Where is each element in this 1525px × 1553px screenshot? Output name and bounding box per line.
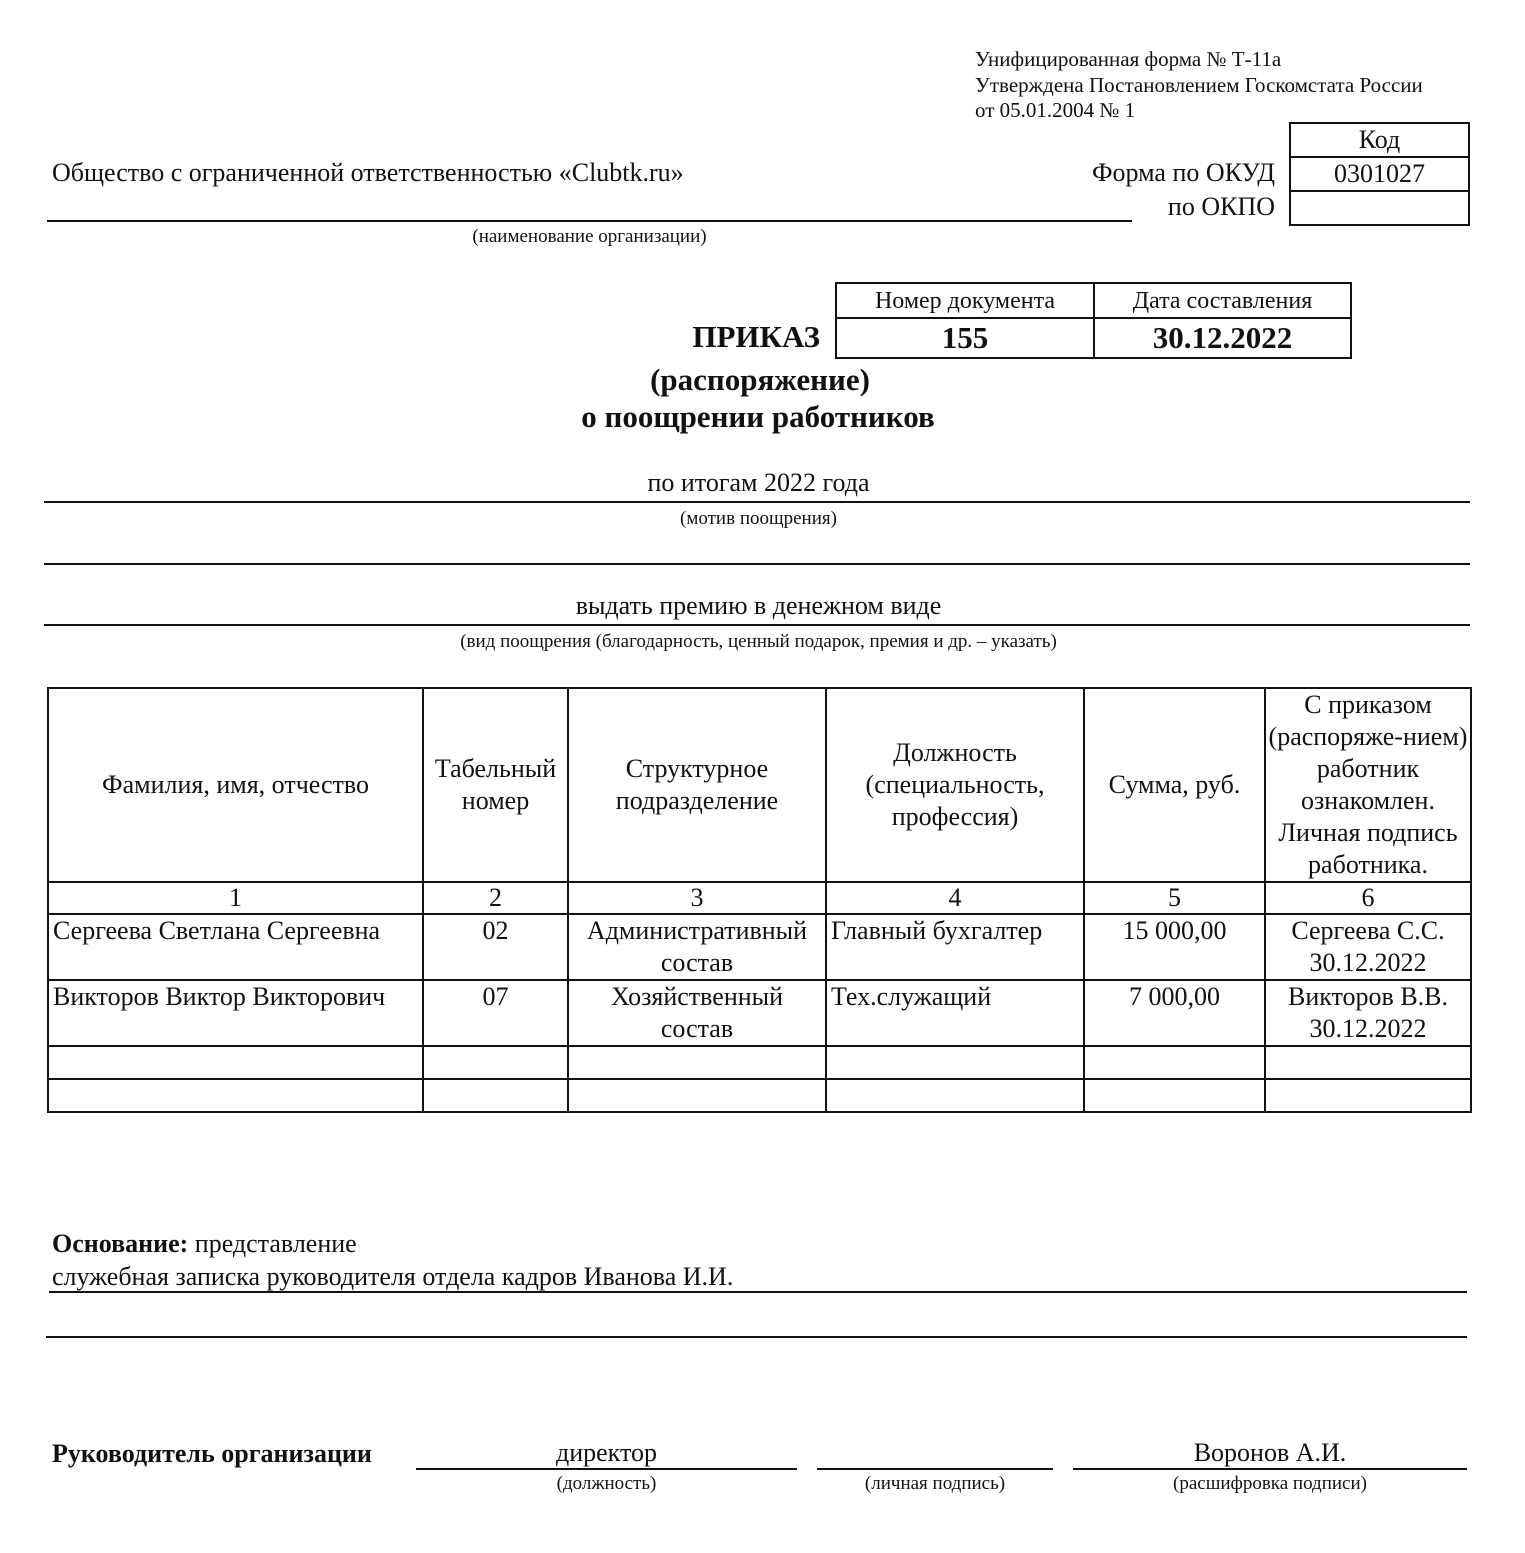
column-number: 2 [423, 882, 568, 914]
table-row-empty [48, 1079, 1471, 1112]
column-number: 4 [826, 882, 1084, 914]
basis-extra-line [46, 1336, 1467, 1338]
cell-name: Викторов Виктор Викторович [48, 980, 423, 1046]
table-row-empty [48, 1046, 1471, 1079]
header-tab-number: Табельный номер [423, 688, 568, 882]
cell-tab-number: 07 [423, 980, 568, 1046]
code-header: Код [1290, 123, 1469, 157]
signature-label: Руководитель организации [52, 1439, 372, 1468]
signer-position: директор [556, 1438, 657, 1467]
name-caption: (расшифровка подписи) [1173, 1473, 1367, 1494]
column-number: 6 [1265, 882, 1471, 914]
signer-name: Воронов А.И. [1193, 1438, 1347, 1467]
cell-position: Главный бухгалтер [826, 914, 1084, 980]
reward-type-underline [44, 624, 1470, 626]
title-subject: о поощрении работников [581, 399, 935, 434]
column-number: 3 [568, 882, 826, 914]
basis-line1 [52, 1229, 357, 1259]
organization-underline [47, 220, 1132, 222]
okud-value: 0301027 [1290, 157, 1469, 191]
form-header-line3: от 05.01.2004 № 1 [975, 98, 1136, 122]
column-number: 1 [48, 882, 423, 914]
okpo-value [1290, 191, 1469, 225]
name-underline [1073, 1468, 1467, 1470]
title-subtitle: (распоряжение) [650, 362, 870, 397]
cell-department: Хозяйственный состав [568, 980, 826, 1046]
cell-department: Административный состав [568, 914, 826, 980]
reward-type-value: выдать премию в денежном виде [575, 591, 942, 620]
organization-name: Общество с ограниченной ответственностью «Clubtk.ru» [52, 158, 684, 187]
table-row [48, 980, 1471, 1046]
doc-number-value: 155 [836, 318, 1094, 358]
basis-underline [49, 1291, 1467, 1293]
motive-caption: (мотив поощрения) [680, 508, 837, 529]
reward-type-caption: (вид поощрения (благодарность, ценный подарок, премия и др. – указать) [460, 631, 1057, 652]
header-signature: С приказом (распоряже-нием) работник ознакомлен. Личная подпись работника. [1265, 688, 1471, 882]
signature-caption: (личная подпись) [864, 1473, 1006, 1494]
motive-value: по итогам 2022 года [647, 468, 870, 497]
cell-signature: Сергеева С.С. 30.12.2022 [1265, 914, 1471, 980]
cell-amount: 15 000,00 [1084, 914, 1265, 980]
employees-table [47, 687, 1472, 1113]
basis-label: Основание: [52, 1229, 189, 1258]
cell-signature: Викторов В.В. 30.12.2022 [1265, 980, 1471, 1046]
cell-tab-number: 02 [423, 914, 568, 980]
basis-line2: служебная записка руководителя отдела кадров Иванова И.И. [52, 1262, 734, 1291]
document-number-table [835, 282, 1352, 359]
page-title: ПРИКАЗ [692, 319, 820, 354]
column-number: 5 [1084, 882, 1265, 914]
okud-label: Форма по ОКУД [1092, 158, 1275, 187]
doc-date-label: Дата составления [1094, 283, 1351, 318]
form-header-line1: Унифицированная форма № Т-11а [975, 47, 1282, 71]
position-underline [416, 1468, 797, 1470]
header-department: Структурное подразделение [568, 688, 826, 882]
header-amount: Сумма, руб. [1084, 688, 1265, 882]
doc-date-value: 30.12.2022 [1094, 318, 1351, 358]
header-name: Фамилия, имя, отчество [48, 688, 423, 882]
okpo-label: по ОКПО [1167, 192, 1275, 221]
motive-extra-line [44, 563, 1470, 565]
cell-name: Сергеева Светлана Сергеевна [48, 914, 423, 980]
code-box [1289, 122, 1470, 226]
cell-amount: 7 000,00 [1084, 980, 1265, 1046]
doc-number-label: Номер документа [836, 283, 1094, 318]
organization-caption: (наименование организации) [472, 226, 707, 247]
position-caption: (должность) [556, 1473, 657, 1494]
cell-position: Тех.служащий [826, 980, 1084, 1046]
form-header-line2: Утверждена Постановлением Госкомстата России [975, 73, 1423, 97]
header-position: Должность (специальность, профессия) [826, 688, 1084, 882]
basis-text: представление [194, 1229, 357, 1258]
signature-underline [817, 1468, 1053, 1470]
table-row [48, 914, 1471, 980]
motive-underline [44, 501, 1470, 503]
